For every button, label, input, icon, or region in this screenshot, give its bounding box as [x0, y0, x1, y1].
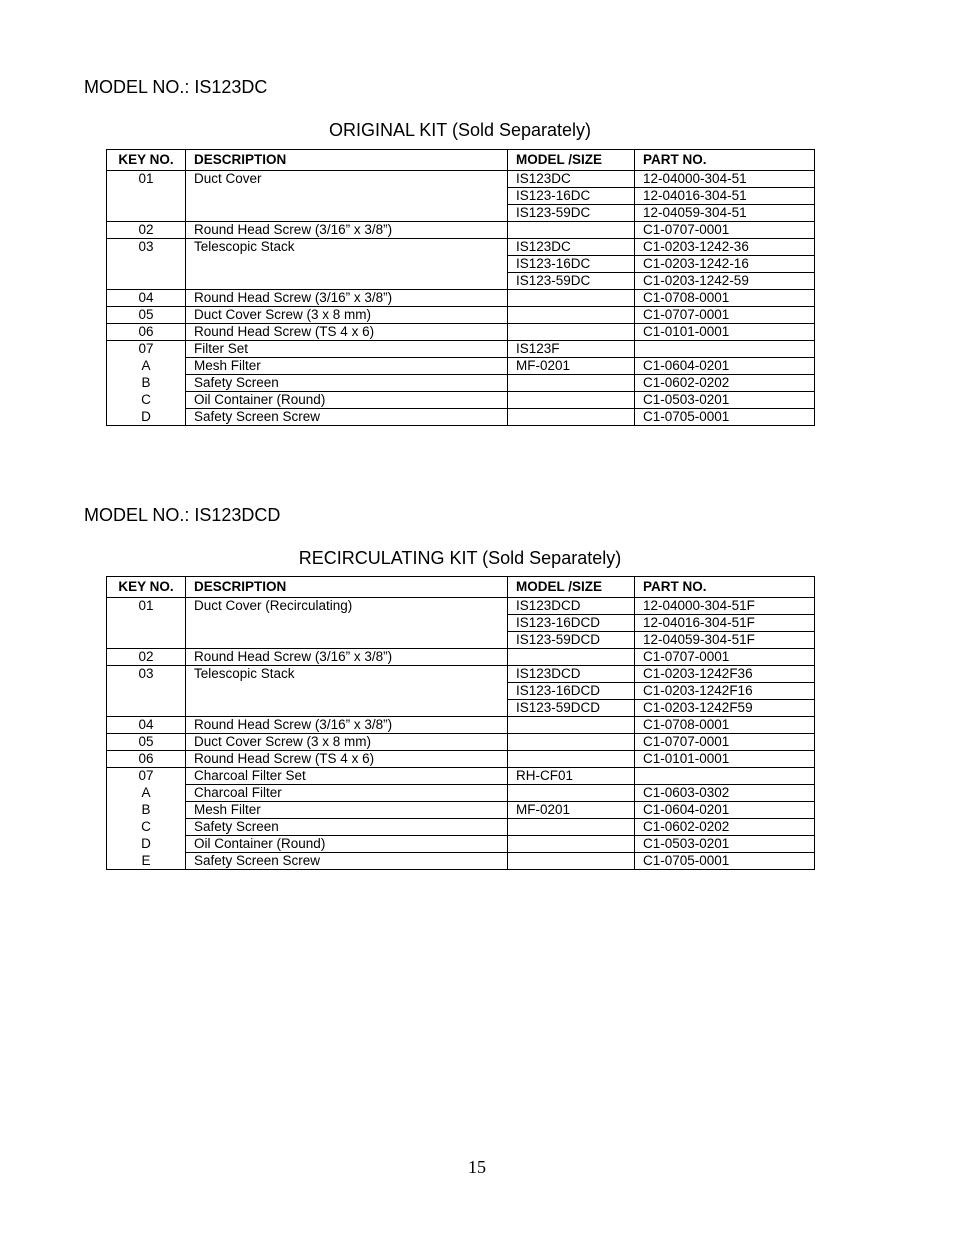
model-size-cell: IS123DCD: [508, 598, 635, 615]
description-cell: Filter Set: [186, 341, 508, 358]
key-no-cell: 03: [107, 666, 186, 683]
model-size-cell: IS123-16DC: [508, 256, 635, 273]
part-no-cell: C1-0101-0001: [635, 324, 815, 341]
table-row: [107, 256, 815, 273]
header-model-size: MODEL /SIZE: [508, 577, 635, 598]
model-size-cell: IS123-59DCD: [508, 700, 635, 717]
key-no-cell: 07: [107, 341, 186, 358]
parts-table-original-kit: [106, 149, 815, 426]
header-part-no: PART NO.: [635, 577, 815, 598]
description-cell: Round Head Screw (TS 4 x 6): [186, 751, 508, 768]
parts-table-recirculating-kit: [106, 576, 815, 870]
model-size-cell: MF-0201: [508, 358, 635, 375]
description-cell: Round Head Screw (TS 4 x 6): [186, 324, 508, 341]
key-no-cell: 02: [107, 222, 186, 239]
part-no-cell: C1-0203-1242-59: [635, 273, 815, 290]
part-no-cell: C1-0203-1242-36: [635, 239, 815, 256]
description-cell: Safety Screen: [186, 819, 508, 836]
model-size-cell: [508, 836, 635, 853]
description-cell: [186, 683, 508, 700]
model-size-cell: [508, 290, 635, 307]
key-no-cell: 07: [107, 768, 186, 785]
key-no-cell: D: [107, 836, 186, 853]
header-key-no: KEY NO.: [107, 150, 186, 171]
part-no-cell: 12-04000-304-51: [635, 171, 815, 188]
kit-title-1: ORIGINAL KIT (Sold Separately): [328, 120, 592, 140]
description-cell: Round Head Screw (3/16” x 3/8”): [186, 717, 508, 734]
header-description: DESCRIPTION: [186, 577, 508, 598]
header-key-no: KEY NO.: [107, 577, 186, 598]
key-no-cell: 06: [107, 324, 186, 341]
key-no-cell: 04: [107, 290, 186, 307]
table-row: [107, 324, 815, 341]
description-cell: Mesh Filter: [186, 358, 508, 375]
key-no-cell: [107, 700, 186, 717]
description-cell: Telescopic Stack: [186, 666, 508, 683]
model-size-cell: MF-0201: [508, 802, 635, 819]
part-no-cell: C1-0203-1242F59: [635, 700, 815, 717]
model-size-cell: IS123-16DCD: [508, 683, 635, 700]
model-size-cell: [508, 751, 635, 768]
model-size-cell: IS123DC: [508, 171, 635, 188]
model-size-cell: IS123-16DC: [508, 188, 635, 205]
part-no-cell: C1-0705-0001: [635, 853, 815, 870]
description-cell: Charcoal Filter: [186, 785, 508, 802]
table-row: [107, 290, 815, 307]
description-cell: Duct Cover Screw (3 x 8 mm): [186, 734, 508, 751]
table-row: [107, 853, 815, 870]
model-size-cell: RH-CF01: [508, 768, 635, 785]
key-no-cell: E: [107, 853, 186, 870]
key-no-cell: [107, 256, 186, 273]
part-no-cell: [635, 768, 815, 785]
key-no-cell: [107, 632, 186, 649]
model-size-cell: IS123-16DCD: [508, 615, 635, 632]
table-row: [107, 341, 815, 358]
model-size-cell: IS123-59DCD: [508, 632, 635, 649]
model-size-cell: [508, 717, 635, 734]
table-row: [107, 273, 815, 290]
table-row: [107, 615, 815, 632]
model-size-cell: [508, 392, 635, 409]
description-cell: Round Head Screw (3/16” x 3/8”): [186, 649, 508, 666]
model-size-cell: [508, 853, 635, 870]
description-cell: [186, 205, 508, 222]
key-no-cell: [107, 205, 186, 222]
description-cell: Mesh Filter: [186, 802, 508, 819]
part-no-cell: C1-0707-0001: [635, 649, 815, 666]
key-no-cell: A: [107, 358, 186, 375]
table-row: [107, 819, 815, 836]
model-size-cell: [508, 785, 635, 802]
model-size-cell: [508, 819, 635, 836]
model-size-cell: IS123F: [508, 341, 635, 358]
model-size-cell: IS123DCD: [508, 666, 635, 683]
description-cell: [186, 700, 508, 717]
page-number: 15: [468, 1157, 486, 1177]
description-cell: Duct Cover: [186, 171, 508, 188]
table-row: [107, 358, 815, 375]
part-no-cell: 12-04000-304-51F: [635, 598, 815, 615]
key-no-cell: 05: [107, 307, 186, 324]
part-no-cell: C1-0604-0201: [635, 358, 815, 375]
table-row: [107, 666, 815, 683]
table-row: [107, 734, 815, 751]
key-no-cell: [107, 683, 186, 700]
table-row: [107, 683, 815, 700]
part-no-cell: C1-0203-1242-16: [635, 256, 815, 273]
key-no-cell: 01: [107, 598, 186, 615]
key-no-cell: 03: [107, 239, 186, 256]
part-no-cell: C1-0203-1242F36: [635, 666, 815, 683]
part-no-cell: C1-0503-0201: [635, 392, 815, 409]
part-no-cell: 12-04016-304-51: [635, 188, 815, 205]
table-row: [107, 768, 815, 785]
model-size-cell: [508, 375, 635, 392]
table-row: [107, 222, 815, 239]
part-no-cell: C1-0707-0001: [635, 222, 815, 239]
key-no-cell: A: [107, 785, 186, 802]
key-no-cell: C: [107, 392, 186, 409]
model-size-cell: IS123-59DC: [508, 205, 635, 222]
table-row: [107, 717, 815, 734]
key-no-cell: 06: [107, 751, 186, 768]
key-no-cell: 05: [107, 734, 186, 751]
table-row: [107, 836, 815, 853]
part-no-cell: 12-04016-304-51F: [635, 615, 815, 632]
header-model-size: MODEL /SIZE: [508, 150, 635, 171]
table-row: [107, 700, 815, 717]
table-row: [107, 188, 815, 205]
description-cell: Round Head Screw (3/16” x 3/8”): [186, 290, 508, 307]
description-cell: Duct Cover Screw (3 x 8 mm): [186, 307, 508, 324]
model-size-cell: [508, 409, 635, 426]
model-size-cell: [508, 307, 635, 324]
description-cell: Charcoal Filter Set: [186, 768, 508, 785]
model-size-cell: [508, 734, 635, 751]
description-cell: [186, 188, 508, 205]
key-no-cell: [107, 188, 186, 205]
description-cell: Duct Cover (Recirculating): [186, 598, 508, 615]
model-size-cell: [508, 649, 635, 666]
header-description: DESCRIPTION: [186, 150, 508, 171]
part-no-cell: C1-0602-0202: [635, 819, 815, 836]
part-no-cell: C1-0707-0001: [635, 307, 815, 324]
table-row: [107, 649, 815, 666]
table-row: [107, 598, 815, 615]
table-row: [107, 802, 815, 819]
model-size-cell: IS123DC: [508, 239, 635, 256]
description-cell: [186, 632, 508, 649]
description-cell: Safety Screen: [186, 375, 508, 392]
part-no-cell: C1-0503-0201: [635, 836, 815, 853]
part-no-cell: C1-0705-0001: [635, 409, 815, 426]
key-no-cell: 02: [107, 649, 186, 666]
kit-title-2: RECIRCULATING KIT (Sold Separately): [298, 548, 622, 568]
description-cell: [186, 256, 508, 273]
part-no-cell: C1-0707-0001: [635, 734, 815, 751]
header-part-no: PART NO.: [635, 150, 815, 171]
key-no-cell: 04: [107, 717, 186, 734]
model-size-cell: [508, 324, 635, 341]
table-row: [107, 409, 815, 426]
description-cell: Safety Screen Screw: [186, 409, 508, 426]
description-cell: Oil Container (Round): [186, 392, 508, 409]
description-cell: Round Head Screw (3/16” x 3/8”): [186, 222, 508, 239]
part-no-cell: C1-0602-0202: [635, 375, 815, 392]
key-no-cell: 01: [107, 171, 186, 188]
table-row: [107, 307, 815, 324]
table-row: [107, 751, 815, 768]
table-row: [107, 632, 815, 649]
key-no-cell: C: [107, 819, 186, 836]
table-row: [107, 239, 815, 256]
model-title-1: MODEL NO.: IS123DC: [84, 77, 268, 97]
part-no-cell: C1-0604-0201: [635, 802, 815, 819]
table-row: [107, 375, 815, 392]
part-no-cell: C1-0708-0001: [635, 290, 815, 307]
table-row: [107, 171, 815, 188]
model-size-cell: IS123-59DC: [508, 273, 635, 290]
part-no-cell: C1-0101-0001: [635, 751, 815, 768]
description-cell: Telescopic Stack: [186, 239, 508, 256]
key-no-cell: [107, 615, 186, 632]
part-no-cell: [635, 341, 815, 358]
part-no-cell: C1-0203-1242F16: [635, 683, 815, 700]
key-no-cell: B: [107, 802, 186, 819]
key-no-cell: D: [107, 409, 186, 426]
description-cell: Safety Screen Screw: [186, 853, 508, 870]
part-no-cell: 12-04059-304-51F: [635, 632, 815, 649]
description-cell: Oil Container (Round): [186, 836, 508, 853]
description-cell: [186, 273, 508, 290]
part-no-cell: 12-04059-304-51: [635, 205, 815, 222]
key-no-cell: B: [107, 375, 186, 392]
table-row: [107, 205, 815, 222]
key-no-cell: [107, 273, 186, 290]
description-cell: [186, 615, 508, 632]
table-row: [107, 785, 815, 802]
part-no-cell: C1-0603-0302: [635, 785, 815, 802]
model-size-cell: [508, 222, 635, 239]
part-no-cell: C1-0708-0001: [635, 717, 815, 734]
table-row: [107, 392, 815, 409]
model-title-2: MODEL NO.: IS123DCD: [84, 505, 281, 525]
